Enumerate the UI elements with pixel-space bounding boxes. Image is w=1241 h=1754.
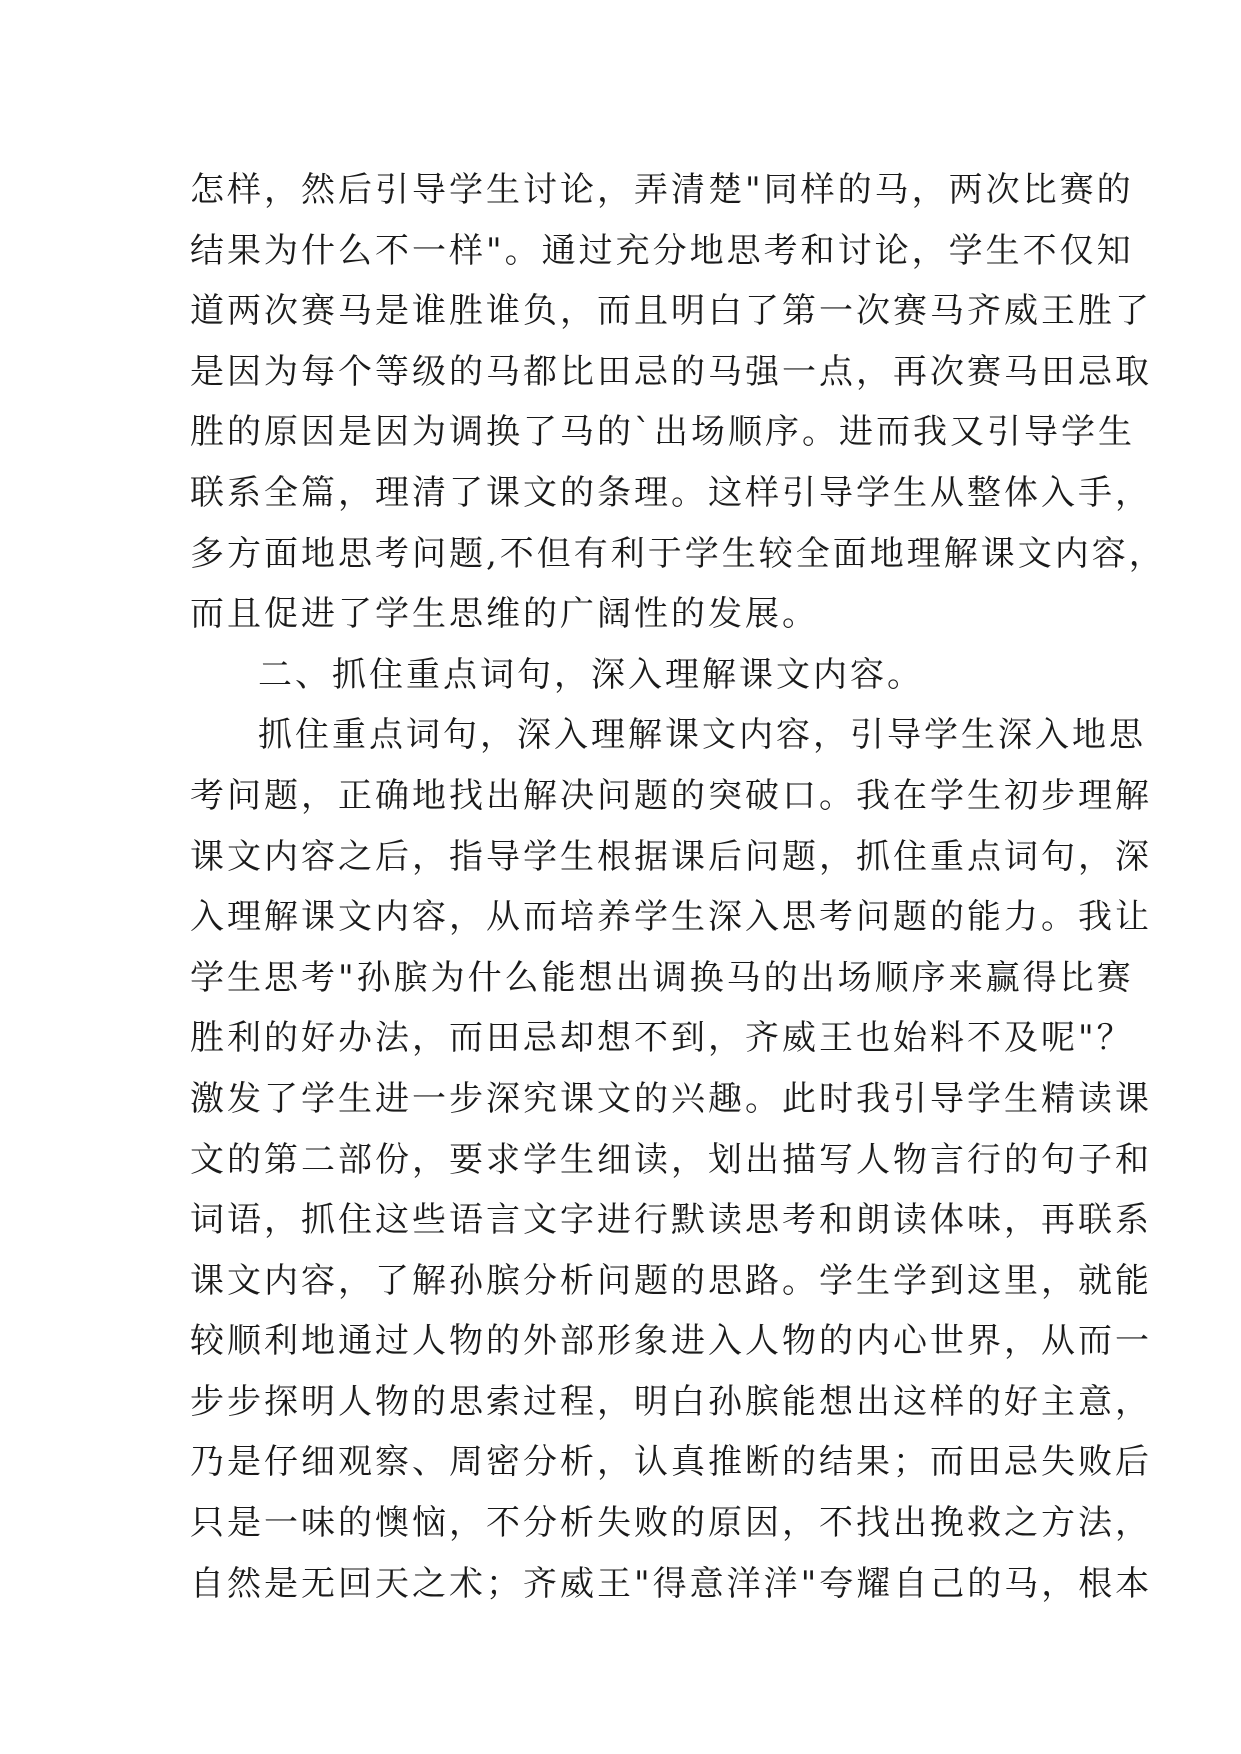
text-line: 结果为什么不一样"。通过充分地思考和讨论，学生不仅知 bbox=[190, 230, 1134, 271]
text-line: 是因为每个等级的马都比田忌的马强一点，再次赛马田忌取 bbox=[190, 351, 1152, 392]
text-line: 道两次赛马是谁胜谁负，而且明白了第一次赛马齐威王胜了 bbox=[190, 291, 1152, 332]
text-line: 考问题，正确地找出解决问题的突破口。我在学生初步理解 bbox=[190, 775, 1152, 816]
text-line: 课文内容之后，指导学生根据课后问题，抓住重点词句，深 bbox=[190, 836, 1152, 877]
text-line: 课文内容，了解孙膑分析问题的思路。学生学到这里，就能 bbox=[190, 1260, 1152, 1301]
text-line: 自然是无回天之术；齐威王"得意洋洋"夸耀自己的马，根本 bbox=[190, 1563, 1153, 1604]
text-line: 步步探明人物的思索过程，明白孙膑能想出这样的好主意， bbox=[190, 1381, 1152, 1422]
text-line: 只是一味的懊恼，不分析失败的原因，不找出挽救之方法， bbox=[190, 1503, 1152, 1544]
text-line: 而且促进了学生思维的广阔性的发展。 bbox=[190, 594, 819, 635]
text-line: 较顺利地通过人物的外部形象进入人物的内心世界，从而一 bbox=[190, 1321, 1152, 1362]
text-line: 入理解课文内容，从而培养学生深入思考问题的能力。我让 bbox=[190, 897, 1152, 938]
body-text bbox=[190, 160, 1166, 1614]
text-line: 词语，抓住这些语言文字进行默读思考和朗读体味，再联系 bbox=[190, 1200, 1152, 1241]
text-line: 胜利的好办法，而田忌却想不到，齐威王也始料不及呢"？ bbox=[190, 1018, 1134, 1059]
text-line: 胜的原因是因为调换了马的`出场顺序。进而我又引导学生 bbox=[190, 412, 1135, 453]
text-line: 文的第二部份，要求学生细读，划出描写人物言行的句子和 bbox=[190, 1139, 1152, 1180]
text-line: 联系全篇，理清了课文的条理。这样引导学生从整体入手， bbox=[190, 472, 1152, 513]
text-line: 学生思考"孙膑为什么能想出调换马的出场顺序来赢得比赛 bbox=[190, 957, 1134, 998]
section-heading: 二、抓住重点词句，深入理解课文内容。 bbox=[258, 654, 924, 695]
text-line: 怎样，然后引导学生讨论，弄清楚"同样的马，两次比赛的 bbox=[190, 170, 1134, 210]
text-line: 乃是仔细观察、周密分析，认真推断的结果；而田忌失败后 bbox=[190, 1442, 1152, 1483]
text-line: 多方面地思考问题,不但有利于学生较全面地理解课文内容， bbox=[190, 533, 1166, 574]
text-line: 抓住重点词句，深入理解课文内容，引导学生深入地思 bbox=[258, 715, 1146, 756]
text-line: 激发了学生进一步深究课文的兴趣。此时我引导学生精读课 bbox=[190, 1078, 1152, 1119]
